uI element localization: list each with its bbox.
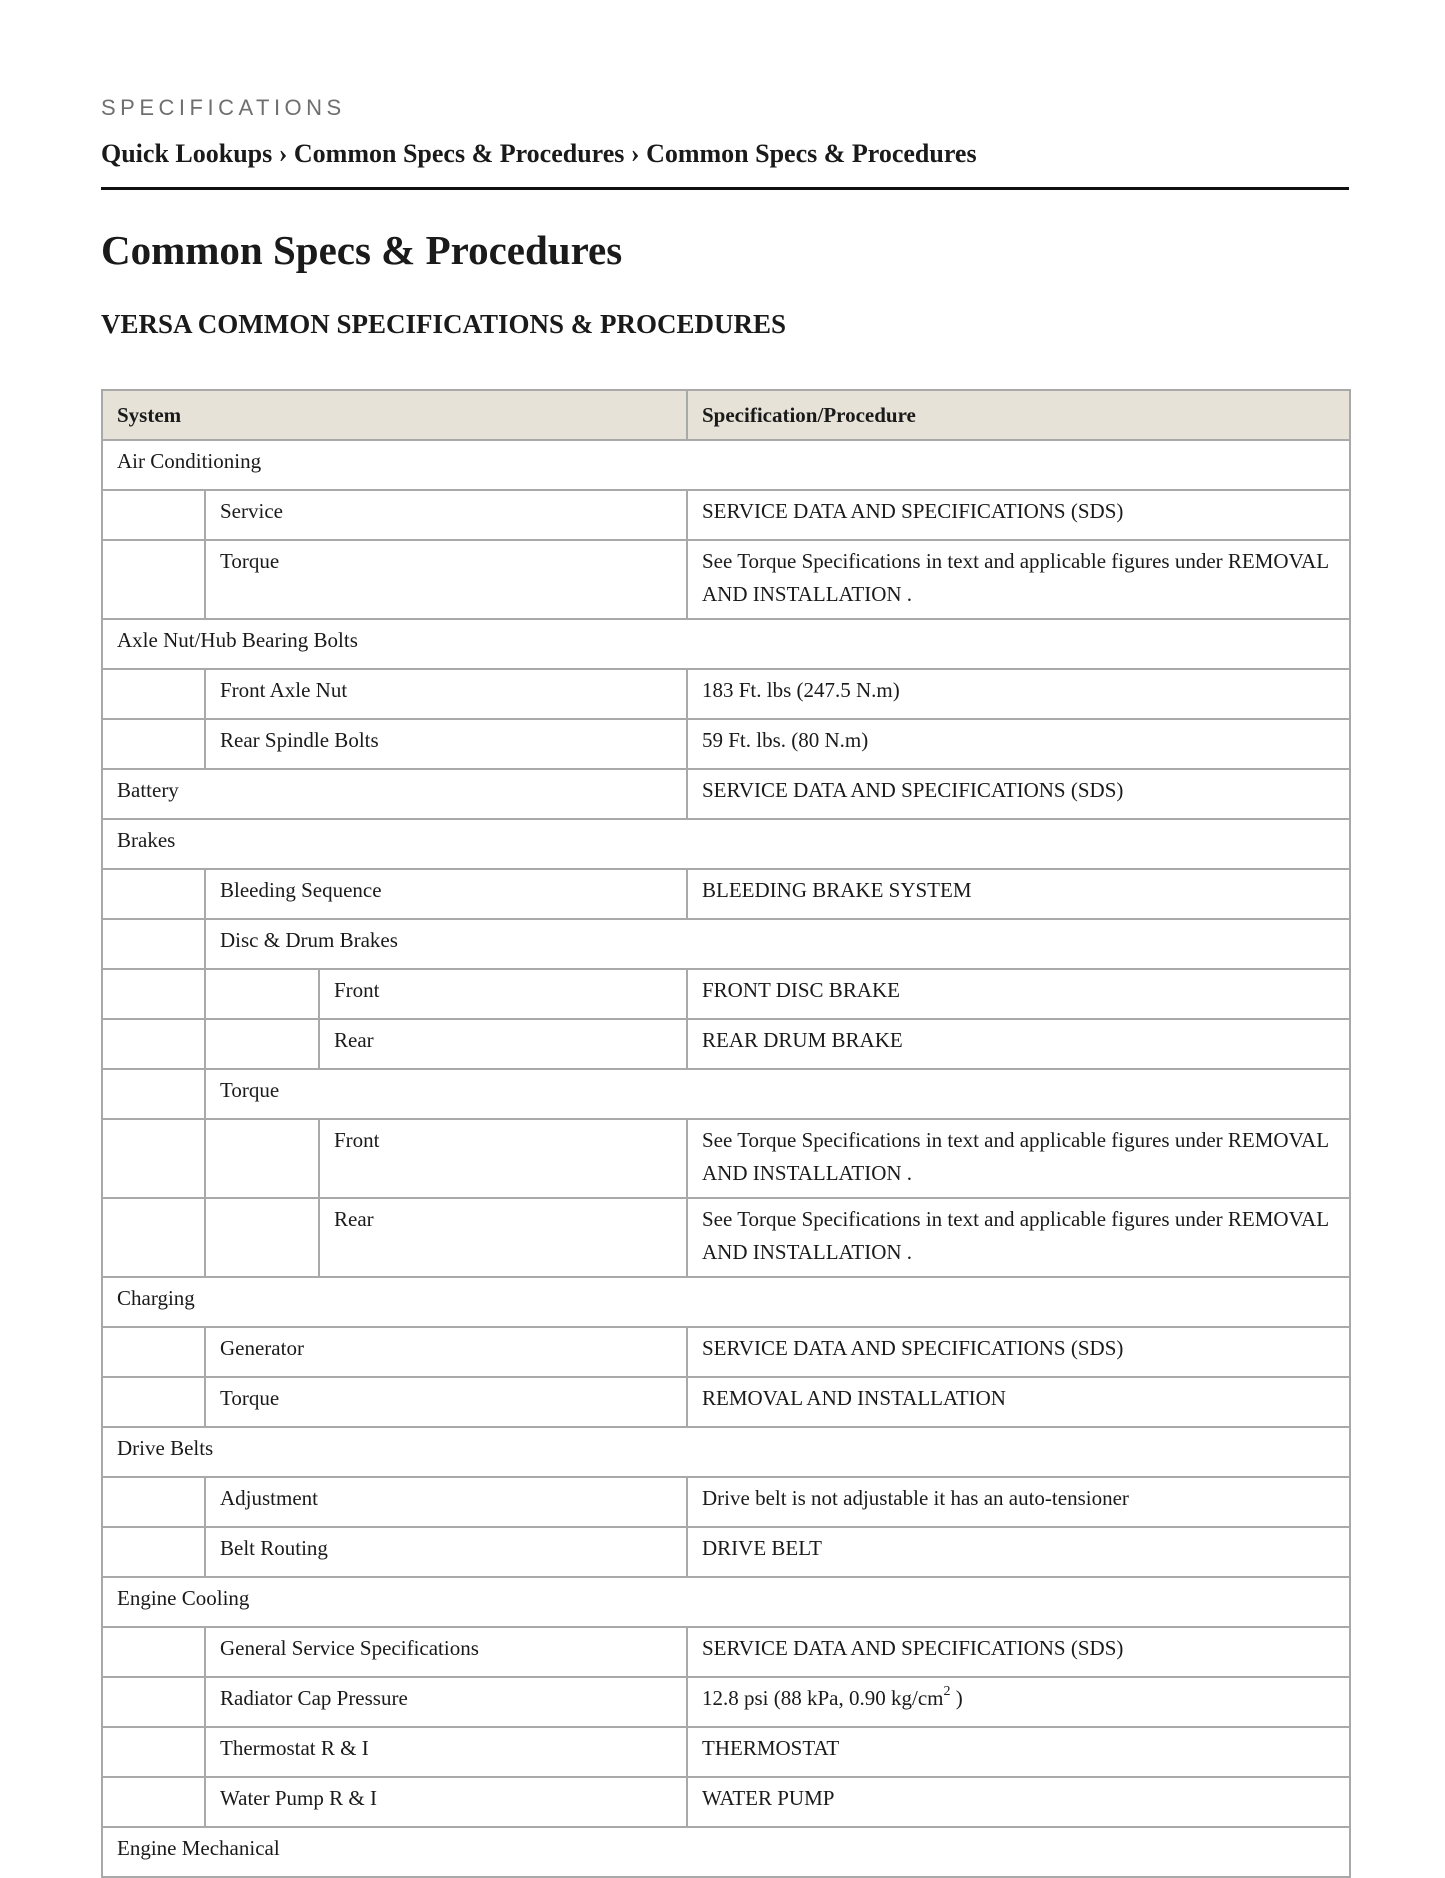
system-cell: Rear: [319, 1019, 687, 1069]
system-cell: Charging: [102, 1277, 1350, 1327]
system-cell: Generator: [205, 1327, 687, 1377]
spec-cell: [687, 769, 1350, 819]
page-title: Common Specs & Procedures: [101, 227, 623, 273]
indent-cell: [102, 1777, 205, 1827]
header-divider: [101, 187, 1349, 190]
indent-cell: [102, 969, 205, 1019]
indent-cell: [102, 869, 205, 919]
table-row: [102, 1198, 1350, 1277]
indent-cell: [102, 1069, 205, 1119]
spec-text: See Torque Specifications in text and applicable figures under REMOVAL AND INSTALLATION .: [702, 1128, 1329, 1185]
indent-cell: [102, 1727, 205, 1777]
spec-cell: [687, 540, 1350, 619]
table-header-row: [102, 390, 1350, 440]
indent-cell: [205, 1119, 319, 1198]
table-row: [102, 1327, 1350, 1377]
spec-cell: [687, 1527, 1350, 1577]
system-cell: Engine Cooling: [102, 1577, 1350, 1627]
table-row: [102, 1527, 1350, 1577]
spec-cell: [687, 1627, 1350, 1677]
table-row: [102, 1477, 1350, 1527]
table-row: [102, 1427, 1350, 1477]
system-cell: Bleeding Sequence: [205, 869, 687, 919]
specs-table-body: [102, 440, 1350, 1877]
system-cell: General Service Specifications: [205, 1627, 687, 1677]
system-cell: Air Conditioning: [102, 440, 1350, 490]
indent-cell: [205, 969, 319, 1019]
table-row: [102, 1677, 1350, 1727]
table-row: [102, 619, 1350, 669]
indent-cell: [102, 1019, 205, 1069]
indent-cell: [102, 1377, 205, 1427]
table-row: [102, 669, 1350, 719]
spec-superscript: 2: [943, 1684, 951, 1699]
spec-text: WATER PUMP: [702, 1786, 835, 1810]
spec-text: SERVICE DATA AND SPECIFICATIONS (SDS): [702, 1636, 1124, 1660]
indent-cell: [102, 540, 205, 619]
system-cell: Water Pump R & I: [205, 1777, 687, 1827]
table-row: [102, 969, 1350, 1019]
table-row: [102, 1377, 1350, 1427]
table-row: [102, 490, 1350, 540]
spec-cell: [687, 719, 1350, 769]
spec-cell: [687, 1477, 1350, 1527]
system-cell: Torque: [205, 540, 687, 619]
indent-cell: [102, 1327, 205, 1377]
spec-cell: [687, 1327, 1350, 1377]
indent-cell: [102, 669, 205, 719]
indent-cell: [102, 1627, 205, 1677]
indent-cell: [102, 919, 205, 969]
spec-cell: [687, 1119, 1350, 1198]
spec-text: See Torque Specifications in text and applicable figures under REMOVAL AND INSTALLATION .: [702, 549, 1329, 606]
specs-table: [101, 389, 1351, 1878]
system-cell: Front: [319, 1119, 687, 1198]
spec-cell: [687, 1019, 1350, 1069]
system-cell: Front: [319, 969, 687, 1019]
system-cell: Thermostat R & I: [205, 1727, 687, 1777]
section-kicker: SPECIFICATIONS: [101, 95, 346, 120]
spec-text: SERVICE DATA AND SPECIFICATIONS (SDS): [702, 1336, 1124, 1360]
system-cell: Axle Nut/Hub Bearing Bolts: [102, 619, 1350, 669]
table-row: [102, 540, 1350, 619]
table-row: [102, 1119, 1350, 1198]
spec-text: 59 Ft. lbs. (80 N.m): [702, 728, 869, 752]
page-subtitle: VERSA COMMON SPECIFICATIONS & PROCEDURES: [101, 309, 787, 339]
spec-cell: [687, 969, 1350, 1019]
spec-text: 183 Ft. lbs (247.5 N.m): [702, 678, 900, 702]
spec-cell: [687, 490, 1350, 540]
indent-cell: [102, 490, 205, 540]
table-row: [102, 719, 1350, 769]
spec-text: FRONT DISC BRAKE: [702, 978, 900, 1002]
spec-cell: [687, 869, 1350, 919]
system-cell: Belt Routing: [205, 1527, 687, 1577]
system-cell: Torque: [205, 1069, 1350, 1119]
table-row: [102, 440, 1350, 490]
indent-cell: [102, 1677, 205, 1727]
spec-cell: [687, 1727, 1350, 1777]
table-row: [102, 1727, 1350, 1777]
spec-cell: [687, 1377, 1350, 1427]
table-row: [102, 1277, 1350, 1327]
column-header-system: System: [102, 390, 687, 440]
spec-text: REAR DRUM BRAKE: [702, 1028, 903, 1052]
table-row: [102, 1627, 1350, 1677]
spec-text-tail: ): [950, 1686, 963, 1710]
spec-text: REMOVAL AND INSTALLATION: [702, 1386, 1006, 1410]
system-cell: Battery: [102, 769, 687, 819]
spec-text: See Torque Specifications in text and applicable figures under REMOVAL AND INSTALLATION .: [702, 1207, 1329, 1264]
table-row: [102, 1069, 1350, 1119]
system-cell: Radiator Cap Pressure: [205, 1677, 687, 1727]
spec-text: THERMOSTAT: [702, 1736, 840, 1760]
indent-cell: [102, 1198, 205, 1277]
system-cell: Engine Mechanical: [102, 1827, 1350, 1877]
system-cell: Disc & Drum Brakes: [205, 919, 1350, 969]
spec-cell: [687, 1677, 1350, 1727]
table-row: [102, 1019, 1350, 1069]
table-row: [102, 769, 1350, 819]
table-row: [102, 869, 1350, 919]
spec-text: BLEEDING BRAKE SYSTEM: [702, 878, 972, 902]
system-cell: Service: [205, 490, 687, 540]
table-row: [102, 819, 1350, 869]
system-cell: Drive Belts: [102, 1427, 1350, 1477]
indent-cell: [102, 1119, 205, 1198]
table-row: [102, 1777, 1350, 1827]
indent-cell: [102, 1527, 205, 1577]
indent-cell: [205, 1198, 319, 1277]
indent-cell: [102, 1477, 205, 1527]
system-cell: Brakes: [102, 819, 1350, 869]
table-row: [102, 919, 1350, 969]
spec-text: Drive belt is not adjustable it has an auto-tensioner: [702, 1486, 1129, 1510]
spec-cell: [687, 1777, 1350, 1827]
indent-cell: [205, 1019, 319, 1069]
spec-cell: [687, 1198, 1350, 1277]
indent-cell: [102, 719, 205, 769]
spec-text: SERVICE DATA AND SPECIFICATIONS (SDS): [702, 499, 1124, 523]
column-header-spec: Specification/Procedure: [687, 390, 1350, 440]
system-cell: Rear: [319, 1198, 687, 1277]
system-cell: Torque: [205, 1377, 687, 1427]
system-cell: Adjustment: [205, 1477, 687, 1527]
spec-cell: [687, 669, 1350, 719]
table-row: [102, 1577, 1350, 1627]
spec-text: 12.8 psi (88 kPa, 0.90 kg/cm: [702, 1686, 944, 1710]
breadcrumb: Quick Lookups › Common Specs & Procedures › Common Specs & Procedures: [101, 139, 977, 168]
spec-text: DRIVE BELT: [702, 1536, 822, 1560]
system-cell: Front Axle Nut: [205, 669, 687, 719]
system-cell: Rear Spindle Bolts: [205, 719, 687, 769]
spec-text: SERVICE DATA AND SPECIFICATIONS (SDS): [702, 778, 1124, 802]
